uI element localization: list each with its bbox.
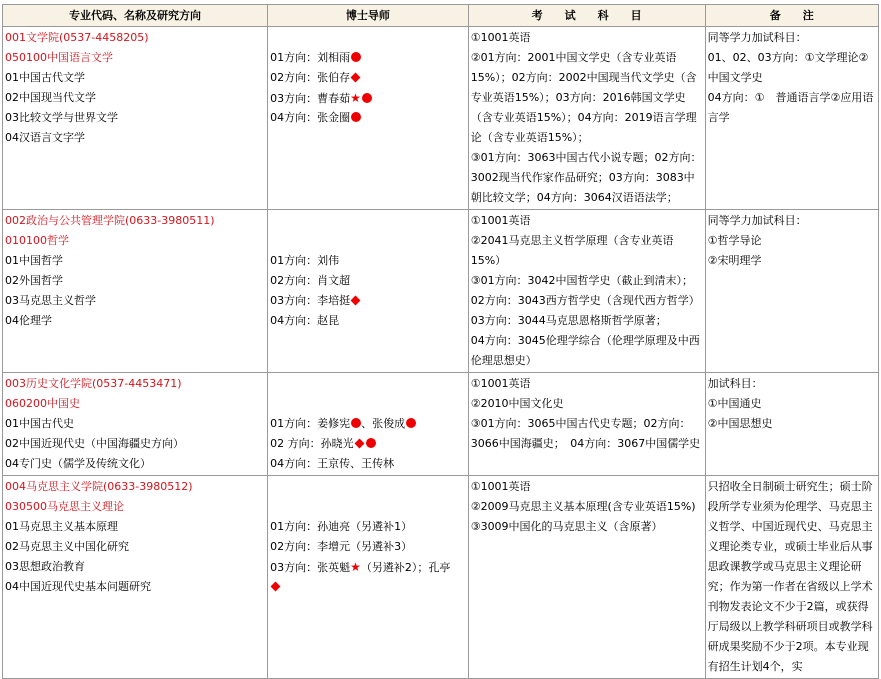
- table-row: [3, 476, 879, 679]
- college-link[interactable]: 002政治与公共管理学院(0633-3980511): [5, 214, 215, 227]
- red-diamond-icon: [351, 73, 361, 83]
- note: 只招收全日制硕士研究生；硕士阶段所学专业须为伦理学、马克思主义哲学、中国近现代史、马克思主义理论类专业，或硕士毕业后从事思政课教学或马克思主义理论研究；作为第一作者在省级以上学术刊物发表论文不少于2篇，或获得厅局级以上教学科研项目或教学科研成果奖励不少于2项。本专业现有招生计划4个，实: [707, 480, 873, 673]
- note: 同等学力加试科目：: [707, 214, 807, 227]
- exam-item: 02方向：3043西方哲学史（含现代西方哲学）: [470, 294, 700, 307]
- major-name: 060200中国史: [5, 397, 80, 410]
- red-star-icon: ★: [350, 560, 361, 574]
- direction: 02外国哲学: [5, 274, 63, 287]
- direction: 02马克思主义中国化研究: [5, 540, 129, 553]
- note: 加试科目：: [707, 377, 763, 390]
- advisor: 、张俊成: [361, 417, 406, 430]
- exam-item: ②2041马克思主义哲学原理（含专业英语15%）: [470, 234, 674, 267]
- advisor: 02 方向：孙晓光: [270, 437, 354, 450]
- direction: 02中国近现代史（中国海疆史方向）: [5, 437, 184, 450]
- advisor: 01方向：姜修宪: [270, 417, 351, 430]
- advisor: 03方向：曹春茹: [270, 92, 351, 105]
- red-dot-icon: [362, 93, 372, 103]
- red-diamond-icon: [351, 296, 361, 306]
- exam-item: ①1001英语: [470, 377, 531, 390]
- exam-item: ①1001英语: [470, 214, 531, 227]
- exam-item: ②01方向：2001中国文学史（含专业英语15%）；02方向：2002中国现当代文学史（含专业英语15%）；03方向：2016韩国文学史（含专业英语15%）；04方向：2019语言学理论（含专业英语15%）；: [470, 51, 697, 144]
- red-diamond-icon: [354, 439, 364, 449]
- exam-item: ③01方向：3065中国古代史专题；02方向：3066中国海疆史； 04方向：3067中国儒学史: [470, 417, 701, 450]
- major-name: 050100中国语言文学: [5, 51, 113, 64]
- exam-item: ①1001英语: [470, 31, 531, 44]
- direction: 01中国古代史: [5, 417, 74, 430]
- advisor: 04方向：张金圈: [270, 111, 351, 124]
- notes-cell: [705, 27, 878, 210]
- major-cell: [3, 373, 268, 476]
- advisor-cell: [268, 210, 469, 373]
- header-advisor: 博士导师: [268, 5, 469, 27]
- table-row: [3, 373, 879, 476]
- program-table: [2, 4, 879, 679]
- major-cell: [3, 210, 268, 373]
- advisor: 02方向：张伯存: [270, 71, 351, 84]
- exam-item: ②2009马克思主义基本原理(含专业英语15%): [470, 500, 696, 513]
- exam-item: ②2010中国文化史: [470, 397, 564, 410]
- direction: 01中国哲学: [5, 254, 63, 267]
- exam-item: ③01方向：3063中国古代小说专题；02方向：3002现当代作家作品研究；03方向：3083中朝比较文学；04方向：3064汉语语法学；: [470, 151, 702, 204]
- note: ②宋明理学: [707, 254, 762, 267]
- advisor-cell: [268, 27, 469, 210]
- note: 01、02、03方向：①文学理论②中国文学史: [707, 51, 869, 84]
- direction: 03思想政治教育: [5, 560, 85, 573]
- header-row: [3, 5, 879, 27]
- direction: 01中国古代文学: [5, 71, 85, 84]
- red-dot-icon: [406, 418, 416, 428]
- red-star-icon: ★: [350, 91, 361, 105]
- direction: 04汉语言文字学: [5, 131, 85, 144]
- red-dot-icon: [351, 52, 361, 62]
- exam-cell: [468, 373, 705, 476]
- exam-item: 04方向：3045伦理学综合（伦理学原理及中西伦理思想史）: [470, 334, 700, 367]
- direction: 04中国近现代史基本问题研究: [5, 580, 151, 593]
- exam-cell: [468, 210, 705, 373]
- major-cell: [3, 476, 268, 679]
- notes-cell: [705, 210, 878, 373]
- direction: 03马克思主义哲学: [5, 294, 96, 307]
- direction: 02中国现当代文学: [5, 91, 96, 104]
- direction: 04专门史（儒学及传统文化）: [5, 457, 151, 470]
- exam-cell: [468, 27, 705, 210]
- advisor: 01方向：刘相雨: [270, 51, 351, 64]
- advisor: 02方向：肖文超: [270, 274, 351, 287]
- note: 04方向：① 普通语言学②应用语言学: [707, 91, 874, 124]
- direction: 04伦理学: [5, 314, 52, 327]
- advisor: 03方向：李培挺: [270, 294, 351, 307]
- note: ②中国思想史: [707, 417, 773, 430]
- college-link[interactable]: 003历史文化学院(0537-4453471): [5, 377, 182, 390]
- advisor-cell: [268, 373, 469, 476]
- major-name: 030500马克思主义理论: [5, 500, 124, 513]
- red-dot-icon: [366, 438, 376, 448]
- advisor: 03方向：张英魁: [270, 561, 351, 574]
- exam-item: 03方向：3044马克思恩格斯哲学原著；: [470, 314, 667, 327]
- table-row: [3, 27, 879, 210]
- advisor-cell: [268, 476, 469, 679]
- advisor: 01方向：刘伟: [270, 254, 340, 267]
- advisor: 04方向：王京传、王传林: [270, 457, 395, 470]
- note: 同等学力加试科目：: [707, 31, 807, 44]
- college-link[interactable]: 001文学院(0537-4458205): [5, 31, 149, 44]
- note: ①哲学导论: [707, 234, 762, 247]
- exam-item: ③01方向：3042中国哲学史（截止到清末）；: [470, 274, 694, 287]
- red-dot-icon: [351, 112, 361, 122]
- advisor: 04方向：赵昆: [270, 314, 340, 327]
- red-dot-icon: [351, 418, 361, 428]
- direction: 01马克思主义基本原理: [5, 520, 118, 533]
- table-row: [3, 210, 879, 373]
- direction: 03比较文学与世界文学: [5, 111, 118, 124]
- exam-item: ③3009中国化的马克思主义（含原著）: [470, 520, 663, 533]
- note: ①中国通史: [707, 397, 762, 410]
- advisor: 01方向：孙迪亮（另遴补1）: [270, 520, 413, 533]
- major-cell: [3, 27, 268, 210]
- red-diamond-icon: [271, 582, 281, 592]
- header-exam: 考 试 科 目: [468, 5, 705, 27]
- advisor: （另遴补2）；孔亭: [360, 561, 451, 574]
- notes-cell: [705, 373, 878, 476]
- header-major: 专业代码、名称及研究方向: [3, 5, 268, 27]
- exam-cell: [468, 476, 705, 679]
- advisor: 02方向：李增元（另遴补3）: [270, 540, 413, 553]
- major-name: 010100哲学: [5, 234, 69, 247]
- college-link[interactable]: 004马克思主义学院(0633-3980512): [5, 480, 193, 493]
- header-notes: 备 注: [705, 5, 878, 27]
- exam-item: ①1001英语: [470, 480, 531, 493]
- notes-cell: [705, 476, 878, 679]
